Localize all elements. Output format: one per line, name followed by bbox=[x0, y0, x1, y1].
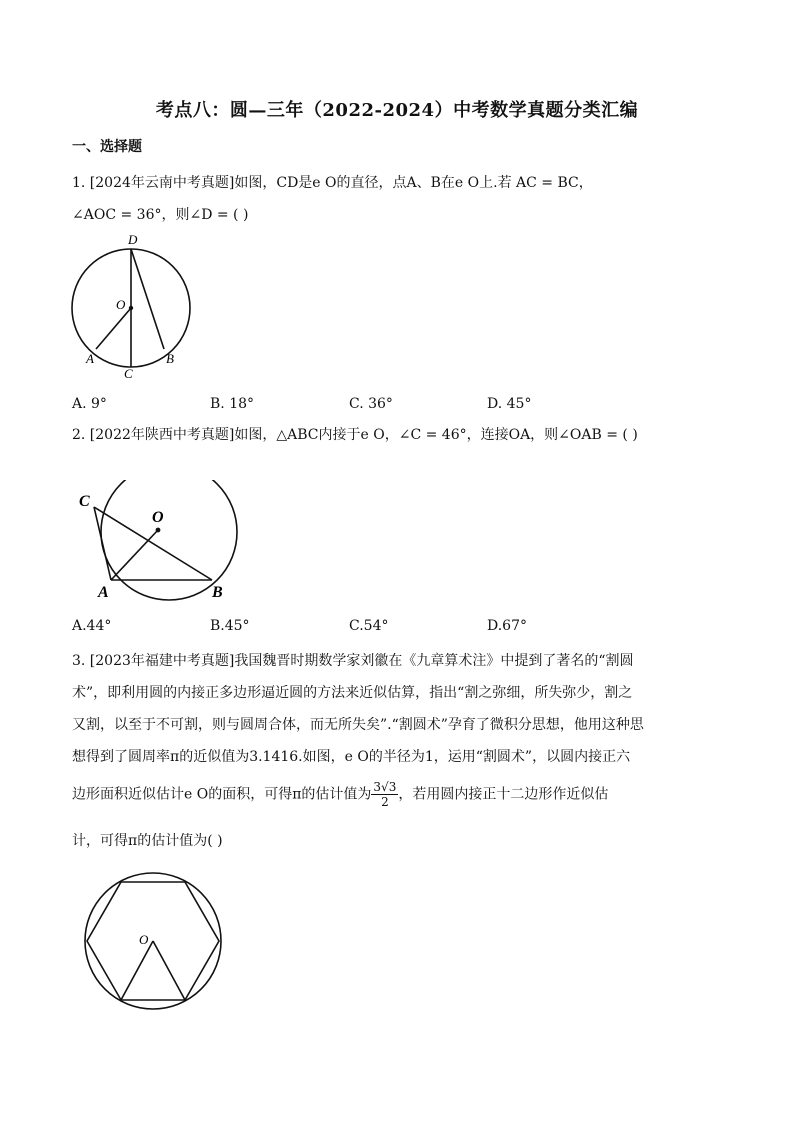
q1-line1: 1. [2024年云南中考真题]如图，CD是e O的直径，点A、B在e O上.若 AC = BC， bbox=[72, 175, 593, 191]
q3-line6: 计，可得π的估计值为( ) bbox=[72, 833, 223, 849]
q2-segment-oa bbox=[111, 530, 158, 580]
q1-label-b: B bbox=[166, 351, 174, 366]
q3-fraction-numerator: 3√3 bbox=[373, 780, 397, 794]
page-title: 考点八：圆—三年（2022-2024）中考数学真题分类汇编 bbox=[155, 100, 639, 121]
q1-label-c: C bbox=[124, 366, 133, 381]
q1-choice-b: B. 18° bbox=[210, 396, 255, 412]
q1-label-a: A bbox=[86, 351, 94, 366]
q1-choice-d: D. 45° bbox=[487, 396, 532, 412]
q2-label-c: C bbox=[79, 493, 90, 510]
q2-label-o: O bbox=[152, 509, 164, 526]
q1-choice-a: A. 9° bbox=[72, 396, 107, 412]
q2-choice-b: B.45° bbox=[210, 618, 250, 634]
q2-label-b: B bbox=[212, 584, 223, 601]
q2-label-a: A bbox=[98, 584, 109, 601]
q1-choice-c: C. 36° bbox=[349, 396, 393, 412]
q1-label-o: O bbox=[116, 297, 126, 312]
q3-line5-after: ，若用圆内接正十二边形作近似估 bbox=[398, 786, 609, 803]
q2-circle bbox=[101, 480, 237, 600]
q2-figure bbox=[74, 480, 244, 610]
q3-line3: 又割，以至于不可割，则与圆周合体，而无所失矣”.“割圆术”孕育了微积分思想，他用这种思 bbox=[72, 717, 644, 733]
section-heading: 一、选择题 bbox=[72, 139, 142, 155]
q3-figure bbox=[78, 866, 228, 1016]
q3-line4: 想得到了圆周率π的近似值为3.1416.如图，e O的半径为1，运用“割圆术”，以圆内接正六 bbox=[72, 749, 631, 765]
q3-line2: 术”，即利用圆的内接正多边形逼近圆的方法来近似估算，指出“割之弥细，所失弥少，割之 bbox=[72, 685, 633, 701]
q1-segment-db bbox=[131, 249, 164, 349]
q3-fraction bbox=[371, 780, 398, 809]
q1-segment-oa bbox=[96, 308, 131, 349]
q1-label-d: D bbox=[128, 232, 138, 247]
q3-line5-before: 边形面积近似估计e O的面积，可得π的估计值为 bbox=[72, 786, 372, 803]
q3-radius-right bbox=[153, 941, 185, 1000]
q1-line2: ∠AOC = 36°，则∠D = ( ) bbox=[72, 207, 249, 223]
q2-choice-c: C.54° bbox=[349, 618, 389, 634]
q3-label-o: O bbox=[139, 932, 149, 947]
q3-line5 bbox=[72, 780, 608, 809]
q2-choice-d: D.67° bbox=[487, 618, 527, 634]
q1-figure bbox=[66, 232, 196, 382]
q3-fraction-denominator: 2 bbox=[381, 795, 389, 809]
q3-line1: 3. [2023年福建中考真题]我国魏晋时期数学家刘徽在《九章算术注》中提到了著名的“割圆 bbox=[72, 653, 634, 669]
q1-center-dot bbox=[129, 306, 133, 310]
q2-center-dot bbox=[156, 528, 161, 533]
q3-radius-left bbox=[121, 941, 153, 1000]
q2-choice-a: A.44° bbox=[72, 618, 112, 634]
q2-line1: 2. [2022年陕西中考真题]如图，△ABC内接于e O，∠C = 46°，连接OA，则∠OAB = ( ) bbox=[72, 427, 638, 443]
